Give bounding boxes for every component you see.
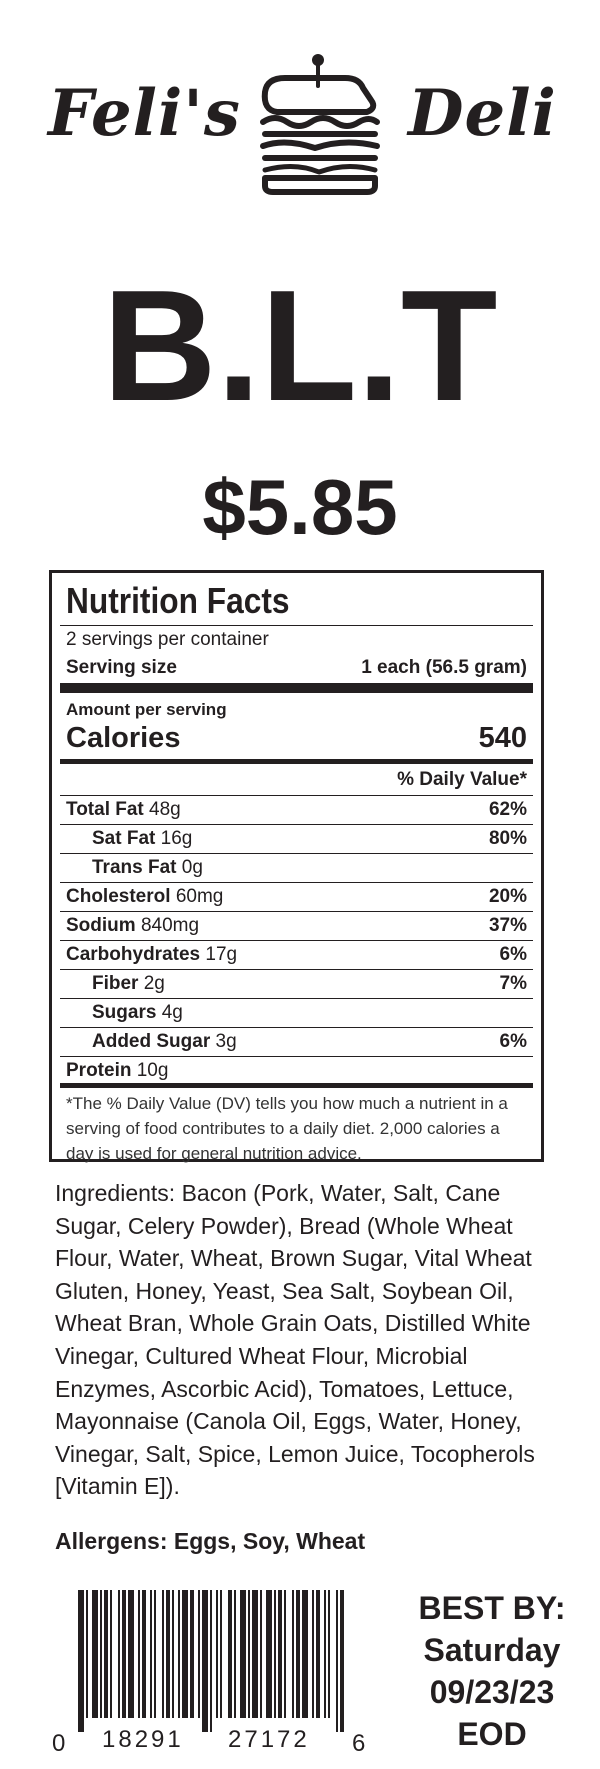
barcode-bar — [266, 1590, 272, 1718]
nutrient-amount: 17g — [205, 944, 238, 965]
barcode-bar — [190, 1590, 194, 1718]
nutrient-amount: 48g — [149, 799, 181, 820]
nutrient-dv: 6% — [499, 944, 527, 965]
barcode-bar — [210, 1590, 212, 1732]
best-by-label: BEST BY: — [418, 1590, 566, 1626]
barcode-check-digit: 6 — [352, 1730, 366, 1757]
best-by-suffix: EOD — [457, 1716, 527, 1752]
barcode-bar — [274, 1590, 276, 1718]
nutrient-amount: 2g — [143, 973, 165, 994]
barcode-bar — [110, 1590, 112, 1718]
nutrient-row-total-fat — [60, 795, 533, 824]
nutrient-label: Protein — [66, 1060, 132, 1081]
barcode-bars — [52, 1590, 367, 1732]
barcode-bar — [316, 1590, 320, 1718]
nutrient-label: Sugars — [92, 1002, 157, 1023]
nutrient-amount: 840mg — [140, 915, 200, 936]
nutrient-label: Carbohydrates — [66, 944, 201, 965]
nutrient-row-added-sugar — [60, 1027, 533, 1056]
barcode-bar — [178, 1590, 180, 1718]
serving-size-value: 1 each (56.5 gram) — [361, 657, 527, 678]
barcode-bar — [150, 1590, 152, 1718]
nutrient-dv: 20% — [488, 886, 527, 907]
amount-per-serving: Amount per serving — [66, 700, 227, 719]
nutrient-amount: 60mg — [175, 886, 224, 907]
nutrient-amount: 4g — [161, 1002, 183, 1023]
nutrient-amount: 10g — [136, 1060, 169, 1081]
logo-text-right: Deli — [408, 76, 557, 151]
barcode-bar — [252, 1590, 258, 1718]
best-by-day: Saturday — [423, 1632, 561, 1668]
barcode-bar — [142, 1590, 146, 1718]
barcode-bar — [162, 1590, 164, 1718]
barcode-bar — [100, 1590, 102, 1718]
product-name: B.L.T — [102, 258, 498, 434]
barcode-bar — [166, 1590, 170, 1718]
nutrient-label: Total Fat — [66, 799, 144, 820]
ingredients-text: Ingredients: Bacon (Pork, Water, Salt, Cane Sugar, Celery Powder), Bread (Whole Wheat Flour, Water, Wheat, Brown Sugar, Vital Wheat Gluten, Honey, Yeast, Sea Salt, Soybean Oil, Wheat Bran, Whole Grain Oats, Distilled White Vinegar, Cultured Wheat Flour, Microbial Enzymes, Ascorbic Acid), Tomatoes, Lettuce, Mayonnaise (Canola Oil, Eggs, Water, Honey, Vinegar, Salt, Spice, Lemon Juice, Tocopherols [Vitamin E]). — [55, 1180, 535, 1500]
barcode — [52, 1590, 367, 1760]
calories-label: Calories — [66, 722, 181, 754]
sandwich-icon — [255, 52, 385, 198]
barcode-bar — [248, 1590, 250, 1718]
calories-value: 540 — [478, 722, 527, 754]
barcode-bar — [228, 1590, 232, 1718]
barcode-bar — [138, 1590, 140, 1718]
nutrient-row-sodium — [60, 911, 533, 940]
servings-per-container: 2 servings per container — [66, 629, 269, 650]
nutrient-dv: 80% — [488, 828, 527, 849]
nutrient-label: Sodium — [66, 915, 136, 936]
thick-divider — [60, 683, 533, 693]
serving-size-label: Serving size — [66, 657, 177, 678]
nutrient-dv: 62% — [488, 799, 527, 820]
nutrient-amount: 3g — [215, 1031, 237, 1052]
barcode-bar — [302, 1590, 308, 1718]
nutrient-row-sugars — [60, 998, 533, 1027]
product-price: $5.85 — [202, 463, 398, 551]
medium-divider — [60, 759, 533, 764]
barcode-bar — [92, 1590, 98, 1718]
barcode-bar — [198, 1590, 200, 1718]
barcode-bar — [234, 1590, 236, 1718]
barcode-left-group: 18291 — [102, 1726, 184, 1753]
nutrient-row-trans-fat — [60, 853, 533, 882]
nutrient-label: Sat Fat — [92, 828, 156, 849]
barcode-bar — [278, 1590, 282, 1718]
barcode-right-group: 27172 — [228, 1726, 310, 1753]
barcode-bar — [220, 1590, 222, 1718]
barcode-bar — [216, 1590, 218, 1718]
barcode-bar — [154, 1590, 156, 1718]
barcode-bar — [122, 1590, 126, 1718]
nutrient-row-fiber — [60, 969, 533, 998]
barcode-bar — [86, 1590, 88, 1718]
barcode-bar — [296, 1590, 300, 1718]
best-by — [392, 1587, 592, 1755]
nutrient-dv: 7% — [499, 973, 527, 994]
barcode-bar — [292, 1590, 294, 1718]
barcode-bar — [284, 1590, 286, 1718]
medium-divider — [60, 1083, 533, 1088]
nutrition-title: Nutrition Facts — [66, 580, 290, 621]
allergens-text: Allergens: Eggs, Soy, Wheat — [55, 1528, 366, 1554]
nutrient-row-protein — [60, 1056, 533, 1085]
nutrient-label: Trans Fat — [92, 857, 177, 878]
divider — [60, 625, 533, 626]
barcode-bar — [312, 1590, 314, 1718]
nutrient-label: Fiber — [92, 973, 139, 994]
barcode-bar — [78, 1590, 84, 1732]
barcode-bar — [104, 1590, 108, 1718]
barcode-bar — [182, 1590, 188, 1718]
nutrient-amount: 16g — [160, 828, 193, 849]
barcode-bar — [328, 1590, 330, 1718]
nutrient-label: Added Sugar — [92, 1031, 211, 1052]
best-by-date: 09/23/23 — [429, 1674, 555, 1710]
barcode-bar — [260, 1590, 262, 1718]
barcode-lead-digit: 0 — [52, 1730, 66, 1757]
nutrient-label: Cholesterol — [66, 886, 171, 907]
barcode-bar — [118, 1590, 120, 1718]
nutrient-amount: 0g — [181, 857, 203, 878]
barcode-bar — [324, 1590, 326, 1718]
barcode-bar — [340, 1590, 344, 1732]
nutrient-dv: 37% — [488, 915, 527, 936]
nutrient-row-cholesterol — [60, 882, 533, 911]
nutrient-row-carbohydrates — [60, 940, 533, 969]
nutrition-facts-panel — [49, 570, 544, 1162]
nutrient-dv: 6% — [499, 1031, 527, 1052]
daily-value-footnote: *The % Daily Value (DV) tells you how much a nutrient in a serving of food contributes to a daily diet. 2,000 calories a day is used for general nutrition advice. — [66, 1094, 508, 1163]
nutrient-row-sat-fat — [60, 824, 533, 853]
logo-text-left: Feli's — [48, 76, 241, 151]
barcode-bar — [202, 1590, 208, 1732]
barcode-bar — [240, 1590, 246, 1718]
deli-logo — [0, 52, 600, 202]
daily-value-header: % Daily Value* — [397, 769, 527, 790]
barcode-bar — [172, 1590, 174, 1718]
barcode-bar — [336, 1590, 338, 1732]
barcode-bar — [128, 1590, 134, 1718]
